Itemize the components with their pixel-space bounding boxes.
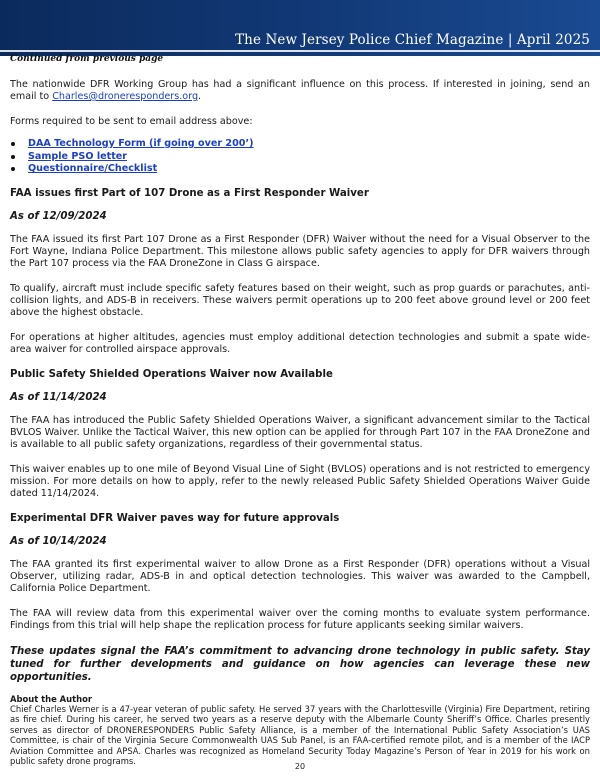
section-paragraph: The FAA granted its first experimental waiver to allow Drone as a First Responder (DFR) operations without a Visual Observer, utilizing radar, ADS-B in and optical detection technologies. This waiver was awarded to the Campbell, California Police Department. — [10, 558, 590, 594]
section-paragraph: The FAA has introduced the Public Safety Shielded Operations Waiver, a significant advancement similar to the Tactical BVLOS Waiver. Unlike the Tactical Waiver, this new option can be applied for through Part 107 in the FAA DroneZone and is available to all public safety organizations, regardless of their governmental status. — [10, 414, 590, 450]
header-rule — [0, 50, 600, 52]
section-heading: FAA issues first Part of 107 Drone as a First Responder Waiver — [10, 187, 369, 199]
section-paragraph: This waiver enables up to one mile of Beyond Visual Line of Sight (BVLOS) operations and is not restricted to emergency mission. For more details on how to apply, refer to the newly released Public Safety Shielded Operations Waiver Guide dated 11/14/2024. — [10, 463, 590, 499]
section-date: As of 12/09/2024 — [10, 210, 107, 222]
article-body — [10, 79, 590, 767]
section-paragraph: The FAA issued its first Part 107 Drone as a First Responder (DFR) Waiver without the need for a Visual Observer to the Fort Wayne, Indiana Police Department. This milestone allows public safety agencies to apply for DFR waivers through the Part 107 process via the FAA DroneZone in Class G airspace. — [10, 233, 590, 269]
continued-note: Continued from previous page — [10, 54, 164, 64]
closing-statement: These updates signal the FAA’s commitment to advancing drone technology in public safety. Stay tuned for further developments and guidance on how agencies can leverage these new opportunities. — [10, 645, 590, 683]
intro-text: The nationwide DFR Working Group has had a significant influence on this process. If interested in joining, send an email to — [10, 79, 590, 102]
section-date: As of 10/14/2024 — [10, 535, 107, 547]
email-link[interactable]: Charles@droneresponders.org — [52, 91, 199, 102]
intro-text-end: . — [198, 91, 202, 102]
section-paragraph: For operations at higher altitudes, agencies must employ additional detection technologies and submit a spate wide-area waiver for controlled airspace approvals. — [10, 331, 590, 355]
magazine-title: The New Jersey Police Chief Magazine | April 2025 — [235, 32, 590, 48]
daa-technology-form-link[interactable]: DAA Technology Form (if going over 200’) — [28, 138, 254, 149]
page-number: 20 — [294, 762, 306, 771]
intro-paragraph — [10, 79, 590, 103]
about-author-title: About the Author — [10, 693, 92, 704]
section-heading: Public Safety Shielded Operations Waiver now Available — [10, 368, 333, 380]
section-paragraph: To qualify, aircraft must include specific safety features based on their weight, such as prop guards or parachutes, anti-collision lights, and ADS-B in receivers. These waivers permit operations up to 200 feet above ground level or 200 feet above the highest obstacle. — [10, 282, 590, 318]
magazine-header-bar — [0, 0, 600, 56]
list-item — [10, 163, 590, 176]
forms-intro: Forms required to be sent to email address above: — [10, 116, 253, 127]
about-author-body: Chief Charles Werner is a 47-year veteran of public safety. He served 37 years with the Charlottesville (Virginia) Fire Department, retiring as fire chief. During his career, he served two years as a reserve deputy with the Albemarle County Sheriff’s Office. Charles presently serves as director of DRONERESPONDERS Public Safety Alliance, is a member of the International Public Safety Association’s UAS Committee, is chair of the Virginia Secure Commonwealth UAS Sub Panel, is an FAA-certified remote pilot, and is a member of the IACP Aviation Committee and APSA. Charles was recognized as Homeland Security Today Magazine’s Person of Year in 2019 for his work on public safety drone programs. — [10, 703, 590, 767]
list-item — [10, 138, 590, 151]
forms-list — [10, 138, 590, 176]
sample-pso-letter-link[interactable]: Sample PSO letter — [28, 150, 128, 162]
section-heading: Experimental DFR Waiver paves way for future approvals — [10, 512, 340, 524]
list-item — [10, 151, 590, 164]
section-date: As of 11/14/2024 — [10, 391, 107, 403]
questionnaire-checklist-link[interactable]: Questionnaire/Checklist — [28, 163, 158, 174]
section-paragraph: The FAA will review data from this experimental waiver over the coming months to evaluate system performance. Findings from this trial will help shape the replication process for future applicants seeking similar waivers. — [10, 607, 590, 631]
